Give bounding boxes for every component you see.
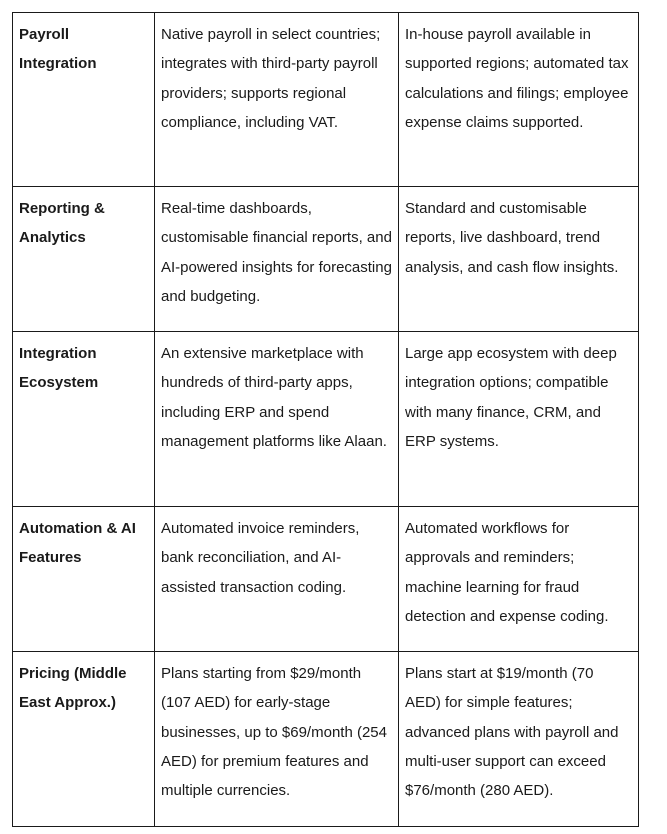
product-a-cell: Real-time dashboards, customisable financial reports, and AI-powered insights for forecasting and budgeting. bbox=[155, 187, 399, 332]
product-b-cell: Automated workflows for approvals and reminders; machine learning for fraud detection and expense coding. bbox=[399, 507, 639, 652]
product-b-cell: Standard and customisable reports, live dashboard, trend analysis, and cash flow insights. bbox=[399, 187, 639, 332]
feature-cell: Reporting & Analytics bbox=[13, 187, 155, 332]
feature-cell: Payroll Integration bbox=[13, 13, 155, 187]
product-b-cell: In-house payroll available in supported regions; automated tax calculations and filings; employee expense claims supported. bbox=[399, 13, 639, 187]
product-a-cell: An extensive marketplace with hundreds of third-party apps, including ERP and spend management platforms like Alaan. bbox=[155, 332, 399, 507]
comparison-table bbox=[12, 12, 639, 827]
feature-cell: Pricing (Middle East Approx.) bbox=[13, 652, 155, 827]
table-row-payroll-integration bbox=[13, 13, 639, 187]
table-row-integration-ecosystem bbox=[13, 332, 639, 507]
product-b-cell: Plans start at $19/month (70 AED) for simple features; advanced plans with payroll and multi-user support can exceed $76/month (280 AED). bbox=[399, 652, 639, 827]
product-b-cell: Large app ecosystem with deep integration options; compatible with many finance, CRM, and ERP systems. bbox=[399, 332, 639, 507]
table-row-reporting-analytics bbox=[13, 187, 639, 332]
table-row-automation-ai bbox=[13, 507, 639, 652]
product-a-cell: Automated invoice reminders, bank reconciliation, and AI-assisted transaction coding. bbox=[155, 507, 399, 652]
product-a-cell: Native payroll in select countries; integrates with third-party payroll providers; supports regional compliance, including VAT. bbox=[155, 13, 399, 187]
feature-cell: Automation & AI Features bbox=[13, 507, 155, 652]
table-row-pricing bbox=[13, 652, 639, 827]
feature-cell: Integration Ecosystem bbox=[13, 332, 155, 507]
product-a-cell: Plans starting from $29/month (107 AED) for early-stage businesses, up to $69/month (254 AED) for premium features and multiple currencies. bbox=[155, 652, 399, 827]
